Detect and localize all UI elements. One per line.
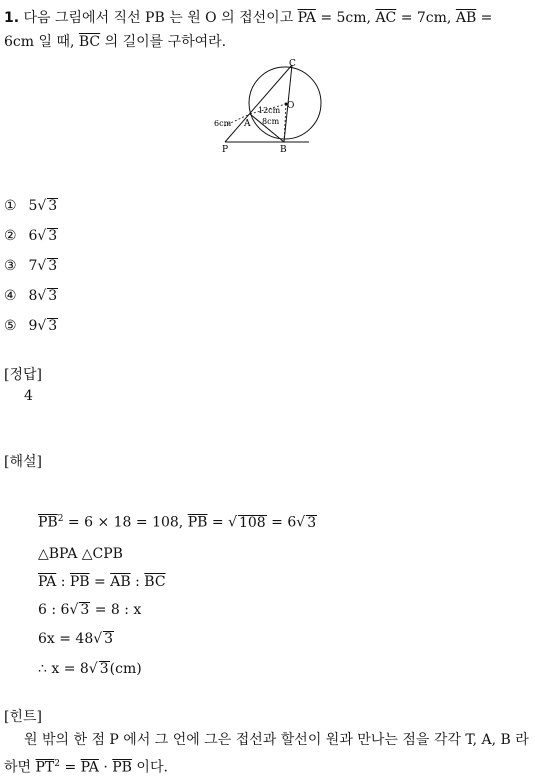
hint-header: [힌트] [4, 709, 42, 725]
option-2[interactable]: ② 6√ 3 [4, 228, 58, 244]
label-a: A [244, 119, 251, 129]
option-4[interactable]: ④ 8√ 3 [4, 288, 58, 304]
label-8cm: 8cm [262, 117, 280, 126]
label-p: P [222, 145, 229, 155]
hint-text: 원 밖의 한 점 P 에서 그 언에 그은 접선과 할선이 원과 만나는 점을 각각 T, A, B 라 하면 $\overline{PT}^2 = \overline{PA} \cdot \overline{PB}$ 이다. [4, 732, 529, 776]
segment-pa: $\overline{PA}$ [297, 10, 316, 26]
question-number: 1. [4, 10, 20, 26]
solution-line-5: 6x = 48√ 3 [38, 631, 114, 647]
solution-line-1: $\overline{PB}^2 = 6 \times 18 = 108$, $\overline{PB}$ = √ 108 = 6√ 3 [38, 514, 317, 531]
label-12cm: 12cm [258, 106, 281, 115]
solution-line-3: $\overline{PA}$ : $\overline{PB} = \overline{AB}$ : $\overline{BC}$ [38, 574, 166, 590]
answer-header: [정답] [4, 367, 42, 383]
label-b: B [280, 145, 287, 155]
question-text: 1. 다음 그림에서 직선 PB 는 원 O 의 접선이고 $\overline{PA} = 5cm$, $\overline{AC} = 7cm$, $\overline{AB}$ = 6cm 일 때, $\overline{BC}$ 의 길이를 구하여라. [4, 10, 493, 50]
solution-line-4: 6 : 6√ 3 = 8 : x [38, 602, 142, 618]
solution-line-6: ∴ x = 8√ 3(cm) [38, 661, 142, 677]
secant-line-pc [225, 65, 295, 142]
option-5[interactable]: ⑤ 9√ 3 [4, 318, 58, 334]
option-1[interactable]: ① 5√ 3 [4, 198, 58, 214]
label-o: O [287, 101, 295, 111]
geometry-figure [214, 56, 324, 156]
option-3[interactable]: ③ 7√ 3 [4, 258, 58, 274]
answer-value: 4 [24, 388, 33, 404]
solution-header: [해설] [4, 454, 42, 470]
segment-ac: $\overline{AC}$ [375, 10, 397, 26]
label-c: C [289, 59, 296, 69]
segment-ab: $\overline{AB}$ [455, 10, 477, 26]
segment-bc: $\overline{BC}$ [78, 34, 101, 50]
label-6cm: 6cm [214, 119, 232, 128]
solution-line-2: △BPA △CPB [38, 546, 123, 562]
